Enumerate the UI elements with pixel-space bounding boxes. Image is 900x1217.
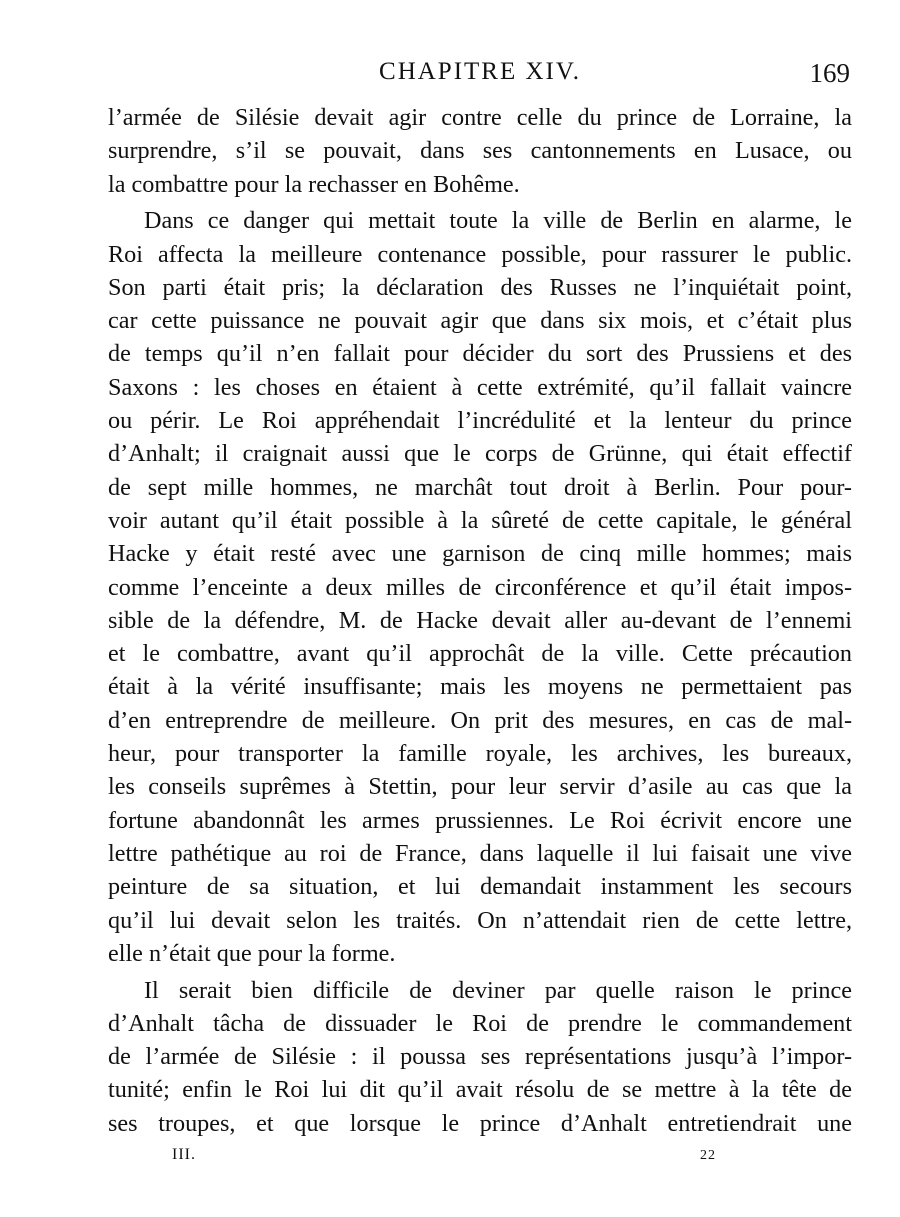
text-line: car cette puissance ne pouvait agir que dans six mois, et c’était plus	[108, 307, 852, 335]
paragraph	[108, 204, 852, 970]
text-line: les conseils suprêmes à Stettin, pour leur servir d’asile au cas que la	[108, 773, 852, 801]
text-line: Son parti était pris; la déclaration des Russes ne l’inquiétait point,	[108, 273, 852, 301]
text-line: sible de la défendre, M. de Hacke devait aller au-devant de l’ennemi	[108, 606, 852, 634]
running-head	[108, 58, 852, 90]
page-number: 169	[809, 58, 850, 88]
text-line: d’Anhalt; il craignait aussi que le corps de Grünne, qui était effectif	[108, 440, 852, 468]
text-line: et le combattre, avant qu’il approchât de la ville. Cette précaution	[108, 640, 852, 668]
text-line: peinture de sa situation, et lui demandait instamment les secours	[108, 873, 852, 901]
text-line: elle n’était que pour la forme.	[108, 939, 396, 967]
text-line: de temps qu’il n’en fallait pour décider du sort des Prussiens et des	[108, 340, 852, 368]
text-line: l’armée de Silésie devait agir contre celle du prince de Lorraine, la	[108, 104, 852, 131]
text-line: surprendre, s’il se pouvait, dans ses cantonnements en Lusace, ou	[108, 137, 852, 165]
text-line: de sept mille hommes, ne marchât tout droit à Berlin. Pour pour-	[108, 473, 852, 501]
text-line: comme l’enceinte a deux milles de circonférence et qu’il était impos-	[108, 573, 852, 601]
text-line: ou périr. Le Roi appréhendait l’incrédulité et la lenteur du prince	[108, 407, 852, 435]
text-line: fortune abandonnât les armes prussiennes. Le Roi écrivit encore une	[108, 806, 852, 834]
text-line: de l’armée de Silésie : il poussa ses représentations jusqu’à l’impor-	[108, 1043, 852, 1071]
text-line: heur, pour transporter la famille royale, les archives, les bureaux,	[108, 740, 852, 768]
text-line: ses troupes, et que lorsque le prince d’Anhalt entretiendrait une	[108, 1109, 852, 1137]
text-line: Il serait bien difficile de deviner par quelle raison le prince	[144, 976, 852, 1004]
text-line: lettre pathétique au roi de France, dans laquelle il lui faisait une vive	[108, 839, 852, 867]
text-line: d’Anhalt tâcha de dissuader le Roi de prendre le commandement	[108, 1009, 852, 1037]
page-footer	[108, 1142, 852, 1166]
text-line: tunité; enfin le Roi lui dit qu’il avait résolu de se mettre à la tête de	[108, 1076, 852, 1104]
text-line: la combattre pour la rechasser en Bohême.	[108, 170, 520, 198]
chapter-title: CHAPITRE XIV.	[379, 58, 581, 85]
sheet-signature: 22	[700, 1148, 716, 1163]
text-line: Saxons : les choses en étaient à cette extrémité, qu’il fallait vaincre	[108, 373, 852, 401]
text-line: voir autant qu’il était possible à la sûreté de cette capitale, le général	[108, 506, 852, 534]
paragraph	[108, 974, 852, 1140]
volume-signature: III.	[172, 1146, 196, 1163]
body-text	[108, 101, 852, 1143]
text-line: qu’il lui devait selon les traités. On n’attendait rien de cette lettre,	[108, 906, 852, 934]
text-line: Dans ce danger qui mettait toute la ville de Berlin en alarme, le	[144, 207, 852, 235]
paragraph	[108, 101, 852, 201]
text-line: Roi affecta la meilleure contenance possible, pour rassurer le public.	[108, 240, 852, 268]
text-line: Hacke y était resté avec une garnison de cinq mille hommes; mais	[108, 540, 852, 568]
text-line: était à la vérité insuffisante; mais les moyens ne permettaient pas	[108, 673, 852, 701]
text-line: d’en entreprendre de meilleure. On prit des mesures, en cas de mal-	[108, 706, 852, 734]
